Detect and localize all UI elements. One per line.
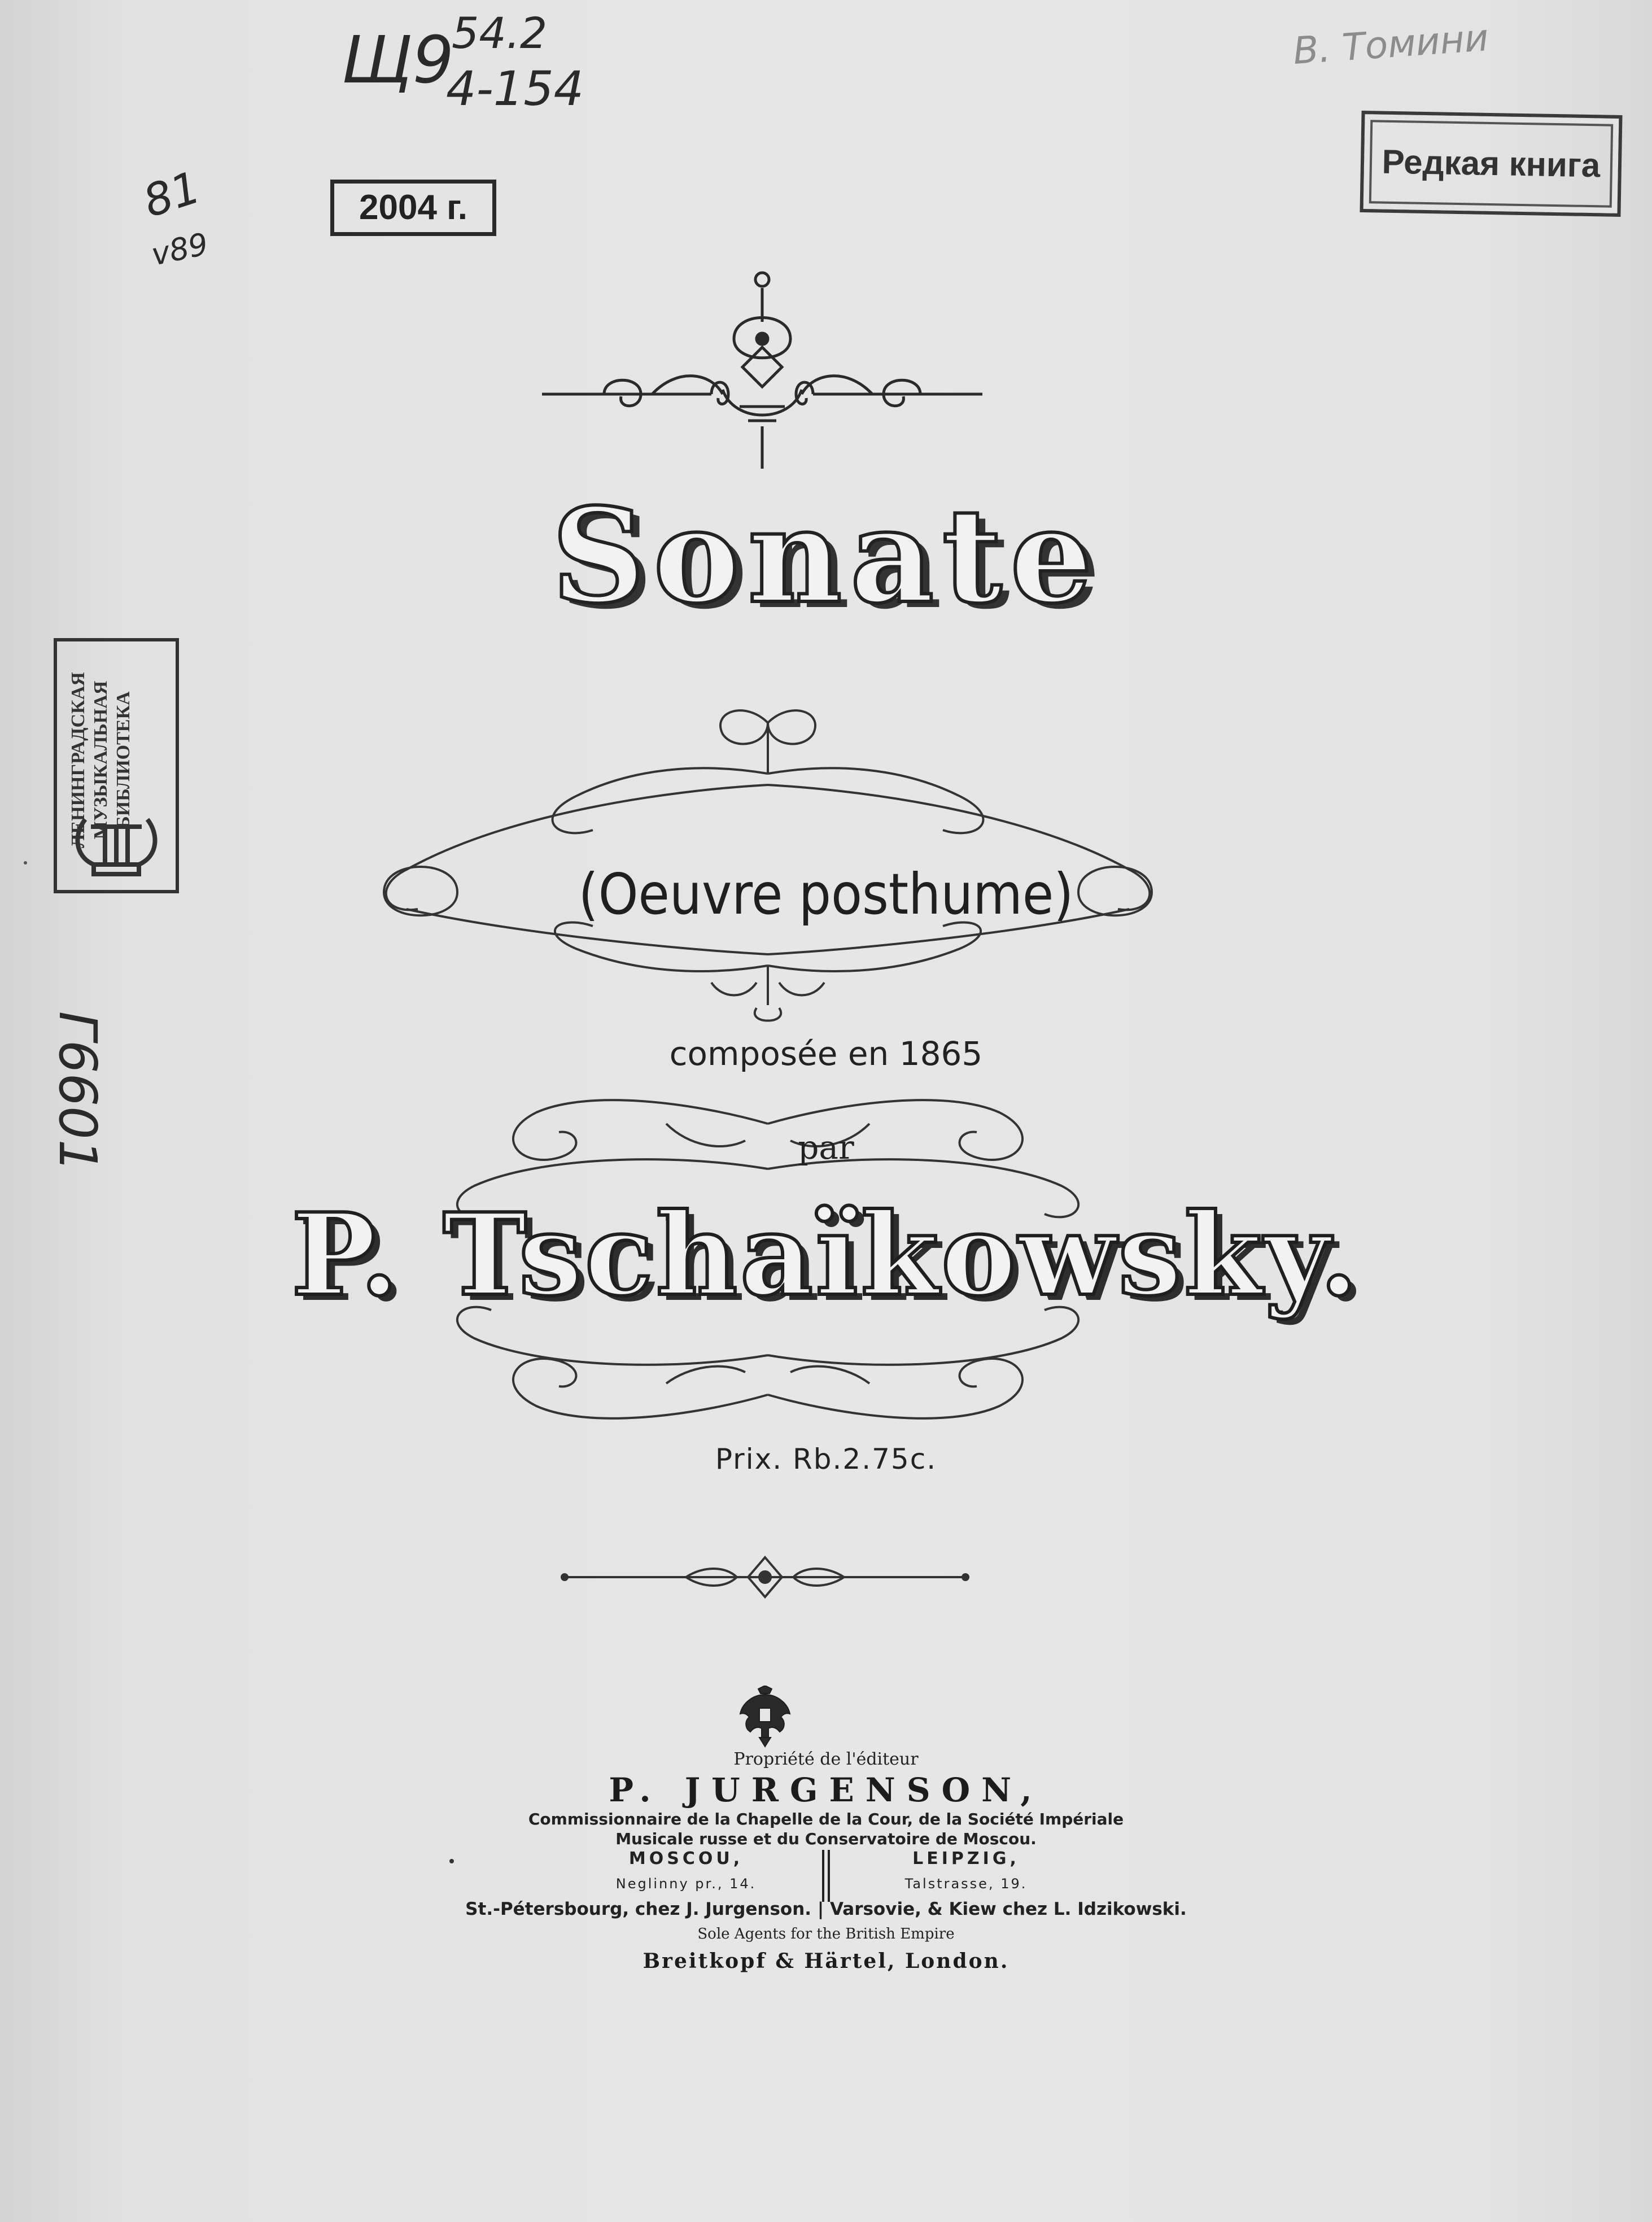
publisher-london: Breitkopf & Härtel, London. — [643, 1949, 1009, 1973]
handwritten-inventory-top: 81 — [137, 161, 207, 228]
publisher-line-2: Musicale russe et du Conservatoire de Moscou. — [615, 1830, 1037, 1848]
top-ornament — [542, 265, 982, 474]
handwritten-margin-number: Г6601 — [47, 1011, 108, 1173]
publisher-name: P. JURGENSON, — [609, 1771, 1043, 1809]
rare-book-stamp: Редкая книга — [1360, 111, 1622, 217]
moscow-column — [565, 1846, 807, 1896]
library-stamp-line: ЛЕНИНГРАДСКАЯ — [68, 672, 89, 848]
composer-name: P. Tschaïkowsky. — [291, 1189, 1361, 1321]
publisher-property: Propriété de l'éditeur — [733, 1749, 919, 1769]
paper-speck — [24, 861, 27, 865]
imperial-eagle-icon — [737, 1686, 793, 1748]
address-leipzig: Talstrasse, 19. — [904, 1876, 1028, 1892]
handwritten-inventory-bottom: v89 — [148, 226, 212, 273]
by-label: par — [798, 1128, 854, 1167]
publisher-branches: St.-Pétersbourg, chez J. Jurgenson. | Varsovie, & Kiew chez L. Idzikowski. — [465, 1899, 1187, 1919]
city-separator — [822, 1850, 830, 1902]
handwritten-shelf-mark-bottom: 4-154 — [446, 61, 584, 116]
library-stamp — [54, 638, 179, 893]
divider-ornament — [556, 1552, 974, 1603]
library-stamp-line: МУЗЫКАЛЬНАЯ — [90, 680, 111, 840]
leipzig-column — [845, 1846, 1087, 1896]
paper-speck — [449, 1859, 454, 1863]
handwritten-shelf-mark-top: 54.2 — [452, 8, 548, 58]
publisher-agents: Sole Agents for the British Empire — [697, 1926, 955, 1942]
handwritten-shelf-mark-prefix: Щ9 — [342, 23, 454, 98]
address-moscow: Neglinny pr., 14. — [615, 1876, 757, 1892]
work-title: Sonate — [551, 480, 1101, 632]
publisher-line-1: Commissionnaire de la Chapelle de la Cour, de la Société Impériale — [528, 1810, 1124, 1828]
composition-date: composée en 1865 — [669, 1034, 983, 1073]
handwritten-top-right-note: В. Томини — [1291, 16, 1490, 73]
year-stamp: 2004 г. — [330, 180, 496, 236]
work-subtitle: (Oeuvre posthume) — [578, 861, 1074, 927]
price: Prix. Rb.2.75c. — [715, 1443, 937, 1475]
city-leipzig: LEIPZIG, — [912, 1849, 1020, 1869]
library-stamp-line: БИБЛИОТЕКА — [113, 691, 134, 829]
city-moscow: MOSCOU, — [628, 1849, 744, 1869]
